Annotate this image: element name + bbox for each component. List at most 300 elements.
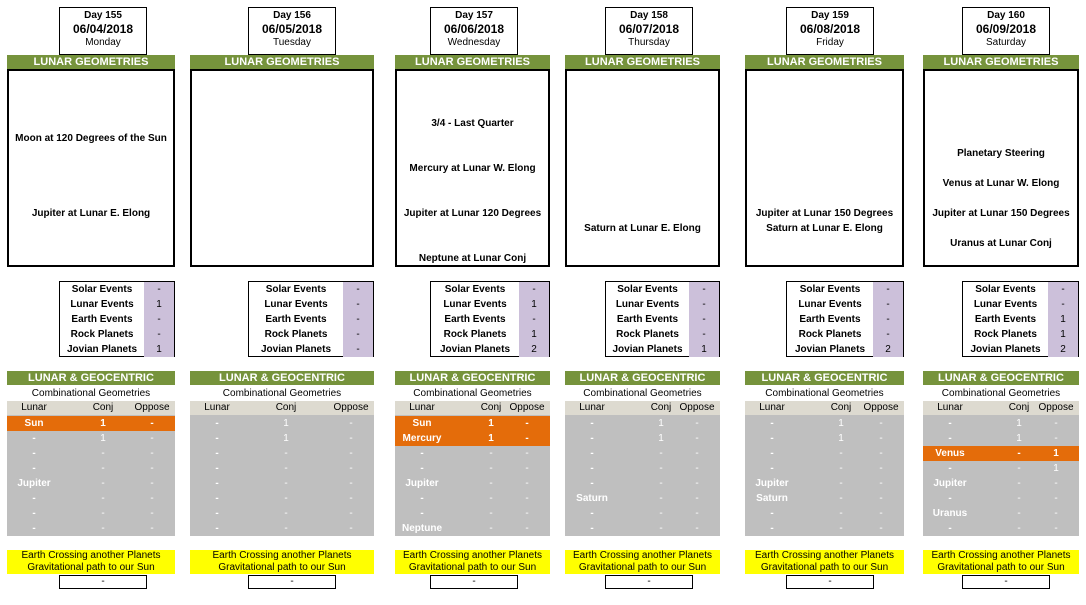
- table-row: [565, 476, 720, 491]
- row-oppose: -: [1054, 418, 1058, 429]
- gravitational-path-text: Gravitational path to our Sun: [218, 562, 346, 573]
- column-conj: Conj: [830, 402, 852, 413]
- row-oppose: -: [525, 508, 529, 519]
- row-conj: -: [489, 508, 493, 519]
- gravitational-path-text: Gravitational path to our Sun: [408, 562, 537, 573]
- event-label: Jovian Planets: [970, 344, 1041, 355]
- events-table: [430, 281, 550, 357]
- event-label: Jovian Planets: [66, 344, 138, 355]
- events-row: [963, 312, 1078, 327]
- event-label: Lunar Events: [264, 299, 328, 310]
- table-row: [565, 446, 720, 461]
- table-row: [395, 461, 550, 476]
- row-conj: -: [659, 448, 663, 459]
- geometry-line: Moon at 120 Degrees of the Sun: [15, 133, 167, 144]
- table-row: [565, 521, 720, 536]
- event-label: Earth Events: [799, 314, 861, 325]
- event-label: Solar Events: [617, 284, 678, 295]
- events-row: [963, 342, 1078, 357]
- row-body: -: [770, 418, 774, 429]
- row-oppose: -: [1054, 508, 1058, 519]
- column-conj: Conj: [92, 402, 114, 413]
- row-conj: -: [1017, 508, 1021, 519]
- combinational-table: [190, 401, 374, 536]
- row-conj: -: [284, 478, 288, 489]
- events-row: [963, 282, 1078, 297]
- event-count: -: [343, 297, 373, 312]
- day-header-box: [430, 7, 518, 55]
- events-row: [431, 342, 549, 357]
- events-row: [606, 312, 719, 327]
- combinational-geometries-title: Combinational Geometries: [31, 388, 151, 399]
- event-count: -: [343, 312, 373, 327]
- table-row: [923, 416, 1079, 431]
- row-oppose: -: [879, 493, 883, 504]
- table-row: [923, 431, 1079, 446]
- combinational-table: [565, 401, 720, 536]
- table-row: [565, 461, 720, 476]
- event-count: 2: [1048, 342, 1078, 357]
- row-oppose: -: [349, 478, 353, 489]
- events-row: [249, 327, 373, 342]
- earth-crossing-value: -: [248, 575, 336, 589]
- gravitational-path-text: Gravitational path to our Sun: [937, 562, 1065, 573]
- event-count: -: [689, 297, 719, 312]
- table-row: [745, 416, 904, 431]
- row-oppose: -: [525, 463, 529, 474]
- row-conj: -: [839, 478, 843, 489]
- events-row: [606, 342, 719, 357]
- event-label: Jovian Planets: [794, 344, 866, 355]
- event-count: -: [873, 297, 903, 312]
- gravitational-path-text: Gravitational path to our Sun: [27, 562, 155, 573]
- column-lunar: Lunar: [579, 402, 605, 413]
- row-conj: -: [284, 523, 288, 534]
- row-body: -: [420, 493, 424, 504]
- lunar-geometries-header: LUNAR GEOMETRIES: [745, 55, 904, 69]
- row-oppose: -: [150, 433, 154, 444]
- event-count: -: [144, 327, 174, 342]
- event-count: -: [689, 327, 719, 342]
- day-number: Day 158: [630, 10, 668, 21]
- events-row: [963, 327, 1078, 342]
- day-weekday: Monday: [85, 37, 121, 48]
- day-number: Day 155: [84, 10, 122, 21]
- lunar-geocentric-header: LUNAR & GEOCENTRIC: [190, 371, 374, 385]
- earth-crossing-value: -: [430, 575, 518, 589]
- lunar-geocentric-header: LUNAR & GEOCENTRIC: [7, 371, 175, 385]
- day-weekday: Tuesday: [273, 37, 311, 48]
- day-header-box: [962, 7, 1050, 55]
- table-row: [745, 506, 904, 521]
- event-label: Lunar Events: [70, 299, 134, 310]
- row-body: -: [32, 508, 36, 519]
- event-count: 1: [1048, 327, 1078, 342]
- row-oppose: -: [879, 418, 883, 429]
- event-count: -: [144, 282, 174, 297]
- row-oppose: -: [1054, 523, 1058, 534]
- row-conj: -: [1017, 463, 1021, 474]
- row-conj: -: [1017, 523, 1021, 534]
- row-body: Venus: [935, 448, 965, 459]
- lunar-geometries-header: LUNAR GEOMETRIES: [395, 55, 550, 69]
- table-row: [923, 446, 1079, 461]
- day-number: Day 156: [273, 10, 311, 21]
- geometry-line: Venus at Lunar W. Elong: [942, 178, 1060, 189]
- earth-crossing-value: -: [786, 575, 874, 589]
- row-body: -: [32, 433, 36, 444]
- earth-crossing-note: [190, 550, 374, 574]
- row-oppose: -: [525, 433, 529, 444]
- event-label: Solar Events: [799, 284, 861, 295]
- events-row: [249, 282, 373, 297]
- row-body: -: [590, 478, 594, 489]
- row-oppose: -: [695, 508, 699, 519]
- event-count: -: [343, 282, 373, 297]
- earth-crossing-value: -: [962, 575, 1050, 589]
- event-count: -: [873, 327, 903, 342]
- lunar-geometries-box: [565, 69, 720, 267]
- lunar-geocentric-header: LUNAR & GEOCENTRIC: [923, 371, 1079, 385]
- table-row: [395, 521, 550, 536]
- row-conj: -: [659, 463, 663, 474]
- row-body: -: [215, 418, 219, 429]
- row-oppose: -: [150, 508, 154, 519]
- row-body: -: [215, 493, 219, 504]
- earth-crossing-text: Earth Crossing another Planets: [931, 550, 1071, 561]
- row-body: -: [770, 433, 774, 444]
- geometry-line: Uranus at Lunar Conj: [950, 238, 1052, 249]
- combinational-geometries-title: Combinational Geometries: [765, 388, 884, 399]
- events-row: [60, 342, 174, 357]
- table-row: [395, 446, 550, 461]
- row-conj: 1: [658, 433, 664, 444]
- event-count: -: [519, 282, 549, 297]
- row-conj: -: [659, 478, 663, 489]
- lunar-geocentric-header: LUNAR & GEOCENTRIC: [565, 371, 720, 385]
- row-conj: -: [489, 448, 493, 459]
- row-body: -: [590, 433, 594, 444]
- column-oppose: Oppose: [679, 402, 715, 413]
- event-label: Earth Events: [444, 314, 506, 325]
- events-row: [249, 342, 373, 357]
- events-table: [605, 281, 720, 357]
- event-label: Lunar Events: [615, 299, 680, 310]
- row-oppose: -: [525, 493, 529, 504]
- events-table: [59, 281, 175, 357]
- table-row: [923, 461, 1079, 476]
- lunar-geometries-header: LUNAR GEOMETRIES: [923, 55, 1079, 69]
- day-date: 06/09/2018: [975, 22, 1037, 36]
- row-body: Jupiter: [755, 478, 789, 489]
- table-header: [923, 401, 1079, 415]
- events-row: [787, 312, 903, 327]
- column-lunar: Lunar: [937, 402, 963, 413]
- row-conj: -: [284, 448, 288, 459]
- row-conj: -: [284, 493, 288, 504]
- row-conj: 1: [1016, 433, 1022, 444]
- event-label: Rock Planets: [616, 329, 679, 340]
- earth-crossing-text: Earth Crossing another Planets: [755, 550, 894, 561]
- earth-crossing-text: Earth Crossing another Planets: [403, 550, 542, 561]
- row-oppose: -: [879, 478, 883, 489]
- event-label: Lunar Events: [798, 299, 862, 310]
- lunar-geocentric-header: LUNAR & GEOCENTRIC: [395, 371, 550, 385]
- column-oppose: Oppose: [1038, 402, 1074, 413]
- event-label: Rock Planets: [974, 329, 1037, 340]
- row-oppose: -: [879, 433, 883, 444]
- row-oppose: -: [879, 508, 883, 519]
- table-header: [190, 401, 374, 415]
- row-body: -: [590, 448, 594, 459]
- events-row: [787, 297, 903, 312]
- table-row: [7, 521, 175, 536]
- events-row: [431, 297, 549, 312]
- row-conj: 1: [283, 418, 289, 429]
- row-body: -: [948, 418, 952, 429]
- table-row: [7, 476, 175, 491]
- events-row: [787, 282, 903, 297]
- column-lunar: Lunar: [204, 402, 230, 413]
- events-row: [787, 327, 903, 342]
- column-oppose: Oppose: [863, 402, 899, 413]
- table-row: [745, 461, 904, 476]
- table-row: [190, 431, 374, 446]
- row-conj: -: [659, 523, 663, 534]
- geometry-line: 3/4 - Last Quarter: [431, 118, 514, 129]
- table-row: [745, 521, 904, 536]
- row-body: -: [590, 508, 594, 519]
- row-oppose: -: [695, 433, 699, 444]
- events-row: [606, 282, 719, 297]
- events-table: [248, 281, 374, 357]
- row-conj: -: [101, 478, 105, 489]
- row-body: -: [215, 448, 219, 459]
- column-oppose: Oppose: [333, 402, 369, 413]
- event-label: Solar Events: [975, 284, 1036, 295]
- geometry-line: Jupiter at Lunar E. Elong: [31, 208, 151, 219]
- combinational-geometries-title: Combinational Geometries: [222, 388, 342, 399]
- row-conj: -: [489, 523, 493, 534]
- event-count: -: [873, 312, 903, 327]
- table-row: [565, 416, 720, 431]
- event-count: -: [343, 327, 373, 342]
- earth-crossing-text: Earth Crossing another Planets: [212, 550, 352, 561]
- day-number: Day 160: [987, 10, 1025, 21]
- event-count: -: [689, 282, 719, 297]
- combinational-geometries-title: Combinational Geometries: [413, 388, 532, 399]
- earth-crossing-note: [395, 550, 550, 574]
- earth-crossing-note: [745, 550, 904, 574]
- event-count: 2: [519, 342, 549, 357]
- row-oppose: -: [525, 448, 529, 459]
- event-label: Earth Events: [616, 314, 679, 325]
- row-conj: 1: [488, 418, 494, 429]
- lunar-geometries-box: [923, 69, 1079, 267]
- table-row: [7, 461, 175, 476]
- row-conj: -: [839, 493, 843, 504]
- table-row: [190, 416, 374, 431]
- lunar-geometries-box: [190, 69, 374, 267]
- lunar-geometries-header: LUNAR GEOMETRIES: [190, 55, 374, 69]
- row-oppose: -: [150, 418, 154, 429]
- column-conj: Conj: [480, 402, 502, 413]
- earth-crossing-value: -: [605, 575, 693, 589]
- row-body: Mercury: [402, 433, 442, 444]
- events-row: [431, 327, 549, 342]
- row-conj: -: [101, 523, 105, 534]
- column-lunar: Lunar: [409, 402, 435, 413]
- row-oppose: -: [695, 523, 699, 534]
- event-count: -: [519, 312, 549, 327]
- row-oppose: -: [1054, 478, 1058, 489]
- column-oppose: Oppose: [134, 402, 170, 413]
- table-header: [7, 401, 175, 415]
- row-conj: 1: [838, 418, 844, 429]
- event-label: Jovian Planets: [260, 344, 332, 355]
- day-weekday: Friday: [816, 37, 844, 48]
- event-label: Earth Events: [265, 314, 327, 325]
- row-body: -: [215, 523, 219, 534]
- table-row: [395, 431, 550, 446]
- lunar-geocentric-header: LUNAR & GEOCENTRIC: [745, 371, 904, 385]
- row-oppose: -: [150, 493, 154, 504]
- column-conj: Conj: [275, 402, 297, 413]
- event-label: Lunar Events: [973, 299, 1038, 310]
- row-oppose: -: [150, 448, 154, 459]
- column-lunar: Lunar: [759, 402, 785, 413]
- row-body: -: [215, 478, 219, 489]
- day-weekday: Wednesday: [447, 37, 501, 48]
- row-body: -: [770, 523, 774, 534]
- lunar-geometries-box: [745, 69, 904, 267]
- row-body: -: [948, 433, 952, 444]
- row-conj: -: [101, 508, 105, 519]
- event-count: -: [1048, 282, 1078, 297]
- row-body: -: [770, 448, 774, 459]
- row-conj: -: [489, 463, 493, 474]
- events-row: [606, 297, 719, 312]
- row-oppose: -: [879, 448, 883, 459]
- row-oppose: -: [525, 523, 529, 534]
- day-weekday: Saturday: [985, 37, 1027, 48]
- table-row: [923, 521, 1079, 536]
- row-body: -: [948, 523, 952, 534]
- day-weekday: Thursday: [628, 37, 670, 48]
- table-row: [190, 461, 374, 476]
- table-row: [7, 416, 175, 431]
- table-row: [395, 476, 550, 491]
- events-row: [431, 312, 549, 327]
- table-row: [395, 416, 550, 431]
- row-body: -: [32, 463, 36, 474]
- geometry-line: Jupiter at Lunar 150 Degrees: [755, 208, 894, 219]
- earth-crossing-note: [7, 550, 175, 574]
- table-row: [190, 476, 374, 491]
- earth-crossing-note: [923, 550, 1079, 574]
- row-oppose: -: [525, 418, 529, 429]
- table-header: [745, 401, 904, 415]
- event-label: Jovian Planets: [439, 344, 511, 355]
- row-conj: -: [489, 478, 493, 489]
- gravitational-path-text: Gravitational path to our Sun: [760, 562, 889, 573]
- row-oppose: -: [1054, 433, 1058, 444]
- row-body: -: [420, 463, 424, 474]
- table-row: [7, 446, 175, 461]
- row-conj: -: [839, 523, 843, 534]
- table-row: [190, 491, 374, 506]
- event-label: Rock Planets: [70, 329, 134, 340]
- event-label: Solar Events: [265, 284, 327, 295]
- table-row: [745, 476, 904, 491]
- combinational-geometries-title: Combinational Geometries: [583, 388, 702, 399]
- row-conj: -: [489, 493, 493, 504]
- event-count: 1: [144, 342, 174, 357]
- column-lunar: Lunar: [21, 402, 47, 413]
- day-header-box: [248, 7, 336, 55]
- row-body: Saturn: [756, 493, 788, 504]
- event-label: Rock Planets: [798, 329, 862, 340]
- row-body: -: [420, 508, 424, 519]
- geometry-line: Planetary Steering: [957, 148, 1045, 159]
- row-oppose: -: [150, 523, 154, 534]
- event-label: Jovian Planets: [612, 344, 683, 355]
- row-conj: 1: [100, 433, 106, 444]
- row-oppose: -: [695, 478, 699, 489]
- row-body: -: [215, 433, 219, 444]
- table-row: [745, 446, 904, 461]
- row-oppose: -: [695, 493, 699, 504]
- table-row: [7, 491, 175, 506]
- day-date: 06/05/2018: [261, 22, 323, 36]
- row-body: Uranus: [932, 508, 968, 519]
- table-row: [190, 446, 374, 461]
- row-oppose: -: [150, 478, 154, 489]
- table-row: [7, 431, 175, 446]
- row-body: -: [420, 448, 424, 459]
- event-label: Rock Planets: [264, 329, 328, 340]
- row-body: -: [590, 418, 594, 429]
- row-body: -: [590, 463, 594, 474]
- row-conj: -: [101, 463, 105, 474]
- event-label: Rock Planets: [443, 329, 507, 340]
- events-row: [431, 282, 549, 297]
- row-conj: -: [1017, 478, 1021, 489]
- day-number: Day 157: [455, 10, 493, 21]
- row-oppose: -: [879, 523, 883, 534]
- events-row: [963, 297, 1078, 312]
- event-count: 2: [873, 342, 903, 357]
- day-date: 06/06/2018: [443, 22, 505, 36]
- row-conj: -: [839, 508, 843, 519]
- events-row: [60, 282, 174, 297]
- row-body: Neptune: [402, 523, 442, 534]
- event-count: -: [873, 282, 903, 297]
- event-count: -: [1048, 297, 1078, 312]
- event-count: 1: [689, 342, 719, 357]
- row-body: -: [32, 523, 36, 534]
- row-oppose: -: [349, 463, 353, 474]
- row-conj: 1: [100, 418, 106, 429]
- row-oppose: -: [695, 463, 699, 474]
- row-oppose: -: [349, 448, 353, 459]
- day-header-box: [786, 7, 874, 55]
- row-body: Sun: [24, 418, 44, 429]
- geometry-line: Mercury at Lunar W. Elong: [409, 163, 536, 174]
- row-body: Jupiter: [405, 478, 439, 489]
- table-header: [565, 401, 720, 415]
- row-oppose: -: [879, 463, 883, 474]
